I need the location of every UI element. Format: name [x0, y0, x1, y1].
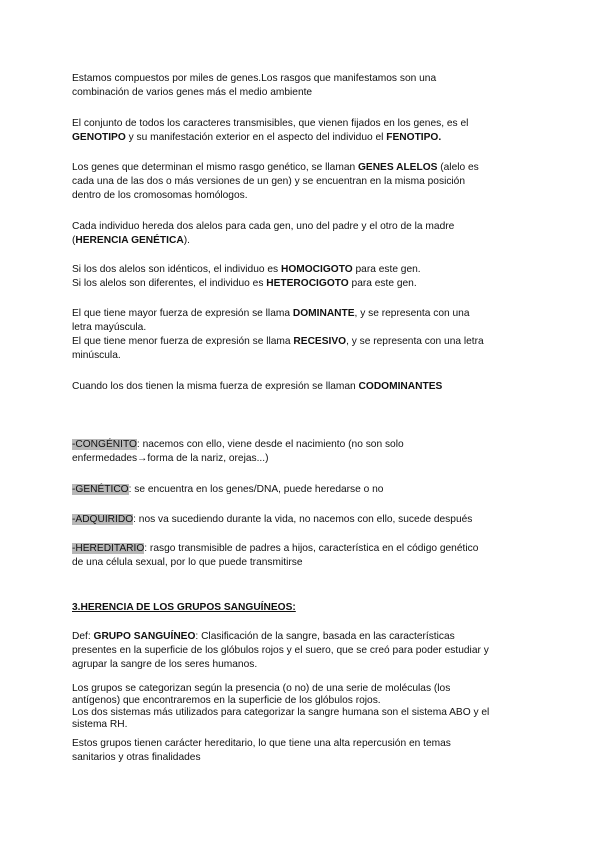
inheritance-paragraph	[72, 220, 532, 248]
highlighted-term: -HEREDITARIO	[72, 543, 145, 554]
text-line: letra mayúscula.	[72, 322, 147, 333]
text-line: El que tiene mayor fuerza de expresión se llama	[72, 308, 293, 319]
text-line: presentes en la superficie de los glóbulos rojos y el suero, que se creó para poder estudiar y	[72, 645, 489, 656]
dominance-paragraph	[72, 307, 532, 363]
definition-hereditario	[72, 542, 532, 570]
text-line: Los dos sistemas más utilizados para categorizar la sangre humana son el sistema ABO y el	[72, 707, 490, 718]
definition-adquirido	[72, 513, 532, 527]
herencia-genetica-term: HERENCIA GENÉTICA	[75, 235, 184, 246]
definition-genetico	[72, 483, 532, 497]
text-line: (	[72, 235, 76, 246]
text-line: agrupar la sangre de los seres humanos.	[72, 659, 258, 670]
grupo-sanguineo-term: GRUPO SANGUÍNEO	[93, 631, 196, 642]
text-line: : nos va sucediendo durante la vida, no nacemos con ello, sucede después	[133, 514, 473, 525]
text-line: Cuando los dos tienen la misma fuerza de expresión se llaman	[72, 381, 359, 392]
blood-groups-paragraph	[72, 683, 542, 731]
text-line: : rasgo transmisible de padres a hijos, característica en el código genético	[144, 543, 479, 554]
text-line: minúscula.	[72, 350, 121, 361]
text-line: , y se representa con una letra	[346, 336, 484, 347]
text-line: : Clasificación de la sangre, basada en las características	[195, 631, 455, 642]
text-line: enfermedades→forma de la nariz, orejas...)	[72, 453, 269, 464]
hereditary-groups-paragraph	[72, 737, 532, 765]
text-line: Cada individuo hereda dos alelos para cada gen, uno del padre y el otro de la madre	[72, 221, 455, 232]
text-line: , y se representa con una	[354, 308, 470, 319]
text-line: Los grupos se categorizan según la presencia (o no) de una serie de moléculas (los	[72, 683, 451, 694]
blood-group-definition	[72, 630, 542, 672]
codominantes-term: CODOMINANTES	[358, 381, 443, 392]
text-line: El que tiene menor fuerza de expresión se llama	[72, 336, 294, 347]
text-line: El conjunto de todos los caracteres transmisibles, que vienen fijados en los genes, es el	[72, 118, 469, 129]
text-line: Estamos compuestos por miles de genes.Los rasgos que manifestamos son una	[72, 73, 437, 84]
dominante-term: DOMINANTE	[292, 308, 355, 319]
text-line: : nacemos con ello, viene desde el nacimiento (no son solo	[136, 439, 404, 450]
section-heading: 3.HERENCIA DE LOS GRUPOS SANGUÍNEOS:	[72, 602, 296, 613]
text-line: Si los dos alelos son idénticos, el individuo es	[72, 264, 281, 275]
homocigoto-term: HOMOCIGOTO	[280, 264, 353, 275]
text-line: Si los alelos son diferentes, el individuo es	[72, 278, 267, 289]
heterocigoto-term: HETEROCIGOTO	[266, 278, 349, 289]
alleles-paragraph	[72, 161, 532, 203]
text-line: de una célula sexual, por lo que puede transmitirse	[72, 557, 303, 568]
genotype-paragraph	[72, 117, 532, 145]
definition-congenito	[72, 438, 532, 466]
text-line: cada una de las dos o más versiones de un gen) y se encuentran en la misma posición	[72, 176, 466, 187]
text-line: dentro de los cromosomas homólogos.	[72, 190, 248, 201]
intro-paragraph	[72, 72, 532, 100]
text-line: (alelo es	[437, 162, 479, 173]
text-line: para este gen.	[352, 264, 421, 275]
text-line: Def:	[72, 631, 94, 642]
recesivo-term: RECESIVO	[293, 336, 347, 347]
fenotipo-term: FENOTIPO.	[386, 132, 442, 143]
text-line: sistema RH.	[72, 719, 128, 730]
text-line: antígenos) que encontraremos en la superficie de los glóbulos rojos.	[72, 695, 381, 706]
highlighted-term: -GENÉTICO	[72, 484, 129, 495]
text-line: : se encuentra en los genes/DNA, puede heredarse o no	[128, 484, 384, 495]
text-line: combinación de varios genes más el medio ambiente	[72, 87, 313, 98]
text-line: y su manifestación exterior en el aspecto del individuo el	[125, 132, 387, 143]
text-line: Los genes que determinan el mismo rasgo genético, se llaman	[72, 162, 358, 173]
zygosity-paragraph	[72, 263, 532, 291]
text-line: para este gen.	[348, 278, 417, 289]
text-line: sanitarios y otras finalidades	[72, 752, 201, 763]
text-line: Estos grupos tienen carácter hereditario, lo que tiene una alta repercusión en temas	[72, 738, 451, 749]
genotipo-term: GENOTIPO	[72, 132, 126, 143]
text-line: ).	[183, 235, 190, 246]
genes-alelos-term: GENES ALELOS	[357, 162, 438, 173]
highlighted-term: -CONGÉNITO	[72, 439, 137, 450]
codominance-paragraph	[72, 380, 532, 394]
highlighted-term: -ADQUIRIDO	[72, 514, 134, 525]
